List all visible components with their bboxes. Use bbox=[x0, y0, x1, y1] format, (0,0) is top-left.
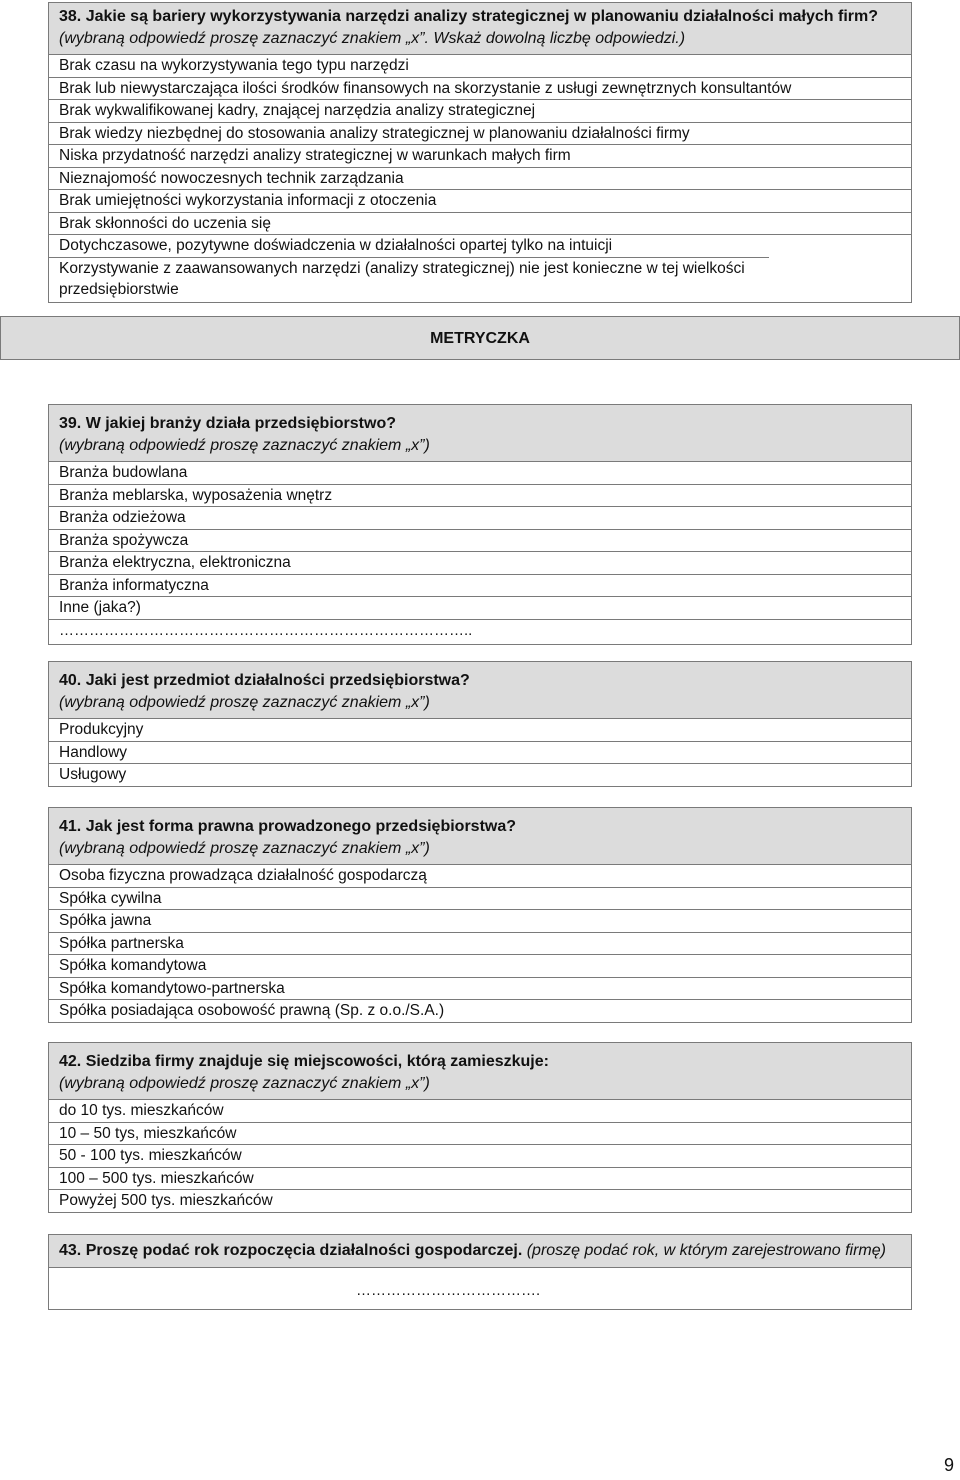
option-item[interactable]: Produkcyjny bbox=[49, 718, 911, 741]
question-title: 40. Jaki jest przedmiot działalności przedsiębiorstwa? bbox=[59, 672, 470, 689]
question-title: 42. Siedziba firmy znajduje się miejscowości, którą zamieszkuje: bbox=[59, 1053, 549, 1070]
option-item[interactable]: Branża odzieżowa bbox=[49, 506, 911, 529]
question-title: 41. Jak jest forma prawna prowadzonego przedsiębiorstwa? bbox=[59, 818, 517, 835]
question-hint: (wybraną odpowiedź proszę zaznaczyć znakiem „x”) bbox=[59, 1075, 430, 1092]
question-header bbox=[49, 1235, 911, 1267]
answer-line[interactable]: ……………………………………………………………………….. bbox=[49, 619, 911, 644]
option-item[interactable]: Spółka komandytowo-partnerska bbox=[49, 977, 911, 1000]
page-number: 9 bbox=[943, 1455, 954, 1475]
question-39 bbox=[48, 404, 912, 645]
option-item[interactable]: Branża budowlana bbox=[49, 461, 911, 484]
question-43 bbox=[48, 1234, 912, 1310]
question-hint: (wybraną odpowiedź proszę zaznaczyć znakiem „x”) bbox=[59, 840, 430, 857]
option-item[interactable]: Inne (jaka?) bbox=[49, 596, 911, 619]
option-item[interactable]: Brak czasu na wykorzystywania tego typu narzędzi bbox=[49, 54, 911, 77]
question-hint: (wybraną odpowiedź proszę zaznaczyć znakiem „x”) bbox=[59, 437, 430, 454]
option-item[interactable]: Brak lub niewystarczająca ilości środków finansowych na skorzystanie z usługi zewnętrznych konsultantów bbox=[49, 77, 911, 100]
option-item[interactable]: Branża spożywcza bbox=[49, 529, 911, 552]
question-header bbox=[49, 405, 911, 461]
option-item[interactable]: Branża meblarska, wyposażenia wnętrz bbox=[49, 484, 911, 507]
option-item[interactable]: Spółka komandytowa bbox=[49, 954, 911, 977]
question-hint: (wybraną odpowiedź proszę zaznaczyć znakiem „x”. Wskaż dowolną liczbę odpowiedzi.) bbox=[59, 30, 686, 47]
question-hint: (wybraną odpowiedź proszę zaznaczyć znakiem „x”) bbox=[59, 694, 430, 711]
option-item[interactable]: Handlowy bbox=[49, 741, 911, 764]
option-item[interactable]: Spółka partnerska bbox=[49, 932, 911, 955]
answer-area[interactable] bbox=[49, 1267, 911, 1309]
option-item[interactable]: Niska przydatność narzędzi analizy strategicznej w warunkach małych firm bbox=[49, 144, 911, 167]
option-item[interactable]: Brak umiejętności wykorzystania informacji z otoczenia bbox=[49, 189, 911, 212]
option-item[interactable]: Branża informatyczna bbox=[49, 574, 911, 597]
option-item[interactable]: Brak skłonności do uczenia się bbox=[49, 212, 911, 235]
question-42 bbox=[48, 1042, 912, 1213]
answer-line: ………………………………. bbox=[356, 1282, 541, 1299]
option-item[interactable]: Osoba fizyczna prowadząca działalność gospodarczą bbox=[49, 864, 911, 887]
option-item[interactable]: Dotychczasowe, pozytywne doświadczenia w działalności opartej tylko na intuicji bbox=[49, 234, 911, 257]
option-item[interactable]: Spółka posiadająca osobowość prawną (Sp. z o.o./S.A.) bbox=[49, 999, 911, 1022]
option-item[interactable]: Korzystywanie z zaawansowanych narzędzi (analizy strategicznej) nie jest konieczne w tej wielkości przedsiębiorstwie bbox=[49, 257, 769, 302]
question-40 bbox=[48, 661, 912, 787]
option-item[interactable]: 50 - 100 tys. mieszkańców bbox=[49, 1144, 911, 1167]
option-item[interactable]: Usługowy bbox=[49, 763, 911, 786]
option-item[interactable]: do 10 tys. mieszkańców bbox=[49, 1099, 911, 1122]
question-title: 39. W jakiej branży działa przedsiębiorstwo? bbox=[59, 415, 396, 432]
question-header bbox=[49, 808, 911, 864]
question-header bbox=[49, 3, 911, 54]
question-38 bbox=[48, 2, 912, 303]
option-item[interactable]: Powyżej 500 tys. mieszkańców bbox=[49, 1189, 911, 1212]
option-item[interactable]: 100 – 500 tys. mieszkańców bbox=[49, 1167, 911, 1190]
question-title: 43. Proszę podać rok rozpoczęcia działalności gospodarczej. bbox=[59, 1242, 523, 1259]
question-header bbox=[49, 662, 911, 718]
question-hint: (proszę podać rok, w którym zarejestrowano firmę) bbox=[526, 1242, 886, 1259]
question-header bbox=[49, 1043, 911, 1099]
option-item[interactable]: 10 – 50 tys, mieszkańców bbox=[49, 1122, 911, 1145]
option-item[interactable]: Brak wykwalifikowanej kadry, znającej narzędzia analizy strategicznej bbox=[49, 99, 911, 122]
option-item[interactable]: Nieznajomość nowoczesnych technik zarządzania bbox=[49, 167, 911, 190]
question-41 bbox=[48, 807, 912, 1023]
option-item[interactable]: Branża elektryczna, elektroniczna bbox=[49, 551, 911, 574]
option-item[interactable]: Spółka jawna bbox=[49, 909, 911, 932]
section-title: METRYCZKA bbox=[0, 316, 960, 360]
option-item[interactable]: Spółka cywilna bbox=[49, 887, 911, 910]
option-item[interactable]: Brak wiedzy niezbędnej do stosowania analizy strategicznej w planowaniu działalności firmy bbox=[49, 122, 911, 145]
question-title: 38. Jakie są bariery wykorzystywania narzędzi analizy strategicznej w planowaniu działalności małych firm? bbox=[59, 8, 878, 25]
